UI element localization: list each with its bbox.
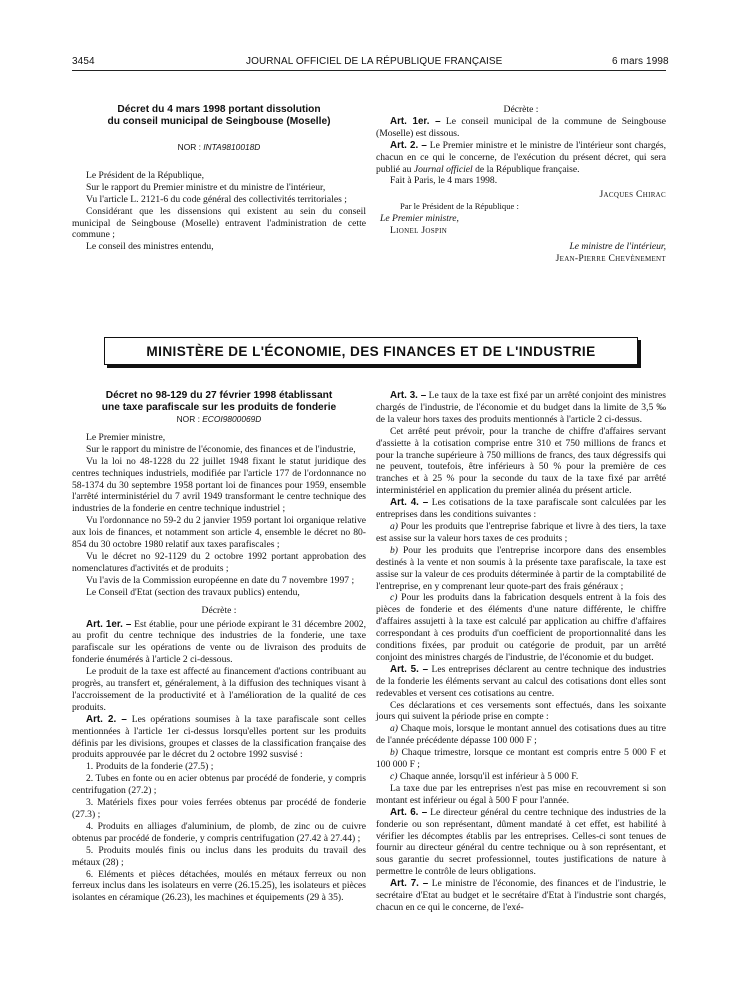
- decree2-right-column: [376, 390, 666, 914]
- decree1-decrete: Décrète :: [503, 104, 539, 115]
- decree2-art4-b: b) Pour les produits que l'entreprise incorpore dans des ensembles destinés à la vente et non soumis à la présente taxe parafiscale, la taxe est assise sur la valeur de ces produits déterminée à partir de la comptabilité de l'entreprise, en y comprenant leur quote-part des frais généraux ;: [376, 544, 666, 592]
- decree1-para-2: Sur le rapport du Premier ministre et du ministre de l'intérieur,: [86, 181, 326, 193]
- ministry-banner: MINISTÈRE DE L'ÉCONOMIE, DES FINANCES ET DE L'INDUSTRIE: [104, 337, 638, 365]
- decree2-art5-a: a) Chaque mois, lorsque le montant annuel des cotisations dues au titre de l'année précédente dépasse 100 000 F ;: [376, 723, 666, 747]
- decree2-art3: Art. 3. – Le taux de la taxe est fixé par un arrêté conjoint des ministres chargés de l'industrie, de l'économie et du budget dans la limite de 3,5 ‰ de la valeur hors taxes des produits mentionnés à l'article 2 ci-dessus.: [376, 390, 666, 425]
- decree2-art6: Art. 6. – Le directeur général du centre technique des industries de la fonderie ou son représentant, dûment mandaté à cet effet, est habilité à vérifier les décomptes établis par les entreprises. Celles-ci sont tenues de fournir au directeur général du centre technique ou à son représentant, et sous garantie du secret professionnel, toutes justifications de nature à permettre le contrôle de leurs obligations.: [376, 806, 666, 878]
- decree2-para-4: Vu l'ordonnance no 59-2 du 2 janvier 1959 portant loi organique relative aux lois de finances, et notamment son article 4, ensemble le décret no 80-854 du 30 octobre 1980 relatif aux taxes parafiscales ;: [72, 515, 366, 551]
- decree2-art5-c: c) Chaque année, lorsqu'il est inférieur à 5 000 F.: [390, 771, 579, 782]
- decree1-by-president: Par le Président de la République :: [400, 201, 519, 212]
- decree1-interior-title: Le ministre de l'intérieur,: [569, 240, 666, 252]
- decree1-nor: NOR : INTA9810018D: [177, 142, 261, 152]
- decree1-para-4: Considérant que les dissensions qui existent au sein du conseil municipal de Seingbouse (Moselle) entravent l'administration de cette commune ;: [72, 205, 366, 241]
- decree2-decrete: Décrète :: [201, 604, 237, 616]
- decree1-para-3: Vu l'article L. 2121-6 du code général des collectivités territoriales ;: [86, 193, 347, 205]
- decree2-para-1: Le Premier ministre,: [86, 431, 166, 443]
- decree1-left-column: [72, 104, 366, 253]
- decree2-art2-item-1: 1. Produits de la fonderie (27.5) ;: [86, 761, 214, 773]
- decree2-art3-p2: Cet arrêté peut prévoir, pour la tranche de chiffre d'affaires servant d'assiette à la cotisation comprise entre 310 et 750 millions de francs et pour la tranche supérieure à 750 millions de francs, des taux dégressifs qui ne peuvent, toutefois, être inférieurs à 50 % pour la première de ces tranches et à 25 % pour la seconde du taux de la taxe fixé par arrêté interministériel en application du premier alinéa du présent article.: [376, 425, 666, 497]
- decree2-art5-b: b) Chaque trimestre, lorsque ce montant est compris entre 5 000 F et 100 000 F ;: [376, 747, 666, 771]
- issue-date: 6 mars 1998: [612, 56, 669, 67]
- journal-title: JOURNAL OFFICIEL DE LA RÉPUBLIQUE FRANÇAISE: [246, 56, 503, 67]
- decree2-art5-p3: La taxe due par les entreprises n'est pas mise en recouvrement si son montant est inférieur ou égal à 500 F pour l'année.: [376, 782, 666, 806]
- decree1-art2: Art. 2. – Le Premier ministre et le ministre de l'intérieur sont chargés, chacun en ce qui le concerne, de l'exécution du présent décret, qui sera publié au Journal officiel de la République française.: [376, 139, 667, 175]
- decree2-para-2: Sur le rapport du ministre de l'économie, des finances et de l'industrie,: [86, 443, 356, 455]
- decree1-done-at: Fait à Paris, le 4 mars 1998.: [390, 175, 498, 187]
- decree1-pm-title: Le Premier ministre,: [380, 213, 459, 225]
- decree2-title-line2: une taxe parafiscale sur les produits de fonderie: [101, 402, 337, 413]
- decree2-art4-c: c) Pour les produits dans la fabrication desquels entrent à la fois des pièces de fonderie et des éléments d'une nature différente, le chiffre d'affaires assujetti à la taxe est calculé par application au chiffre d'affaires correspondant à ces produits d'un coefficient de proportionnalité dans les conditions fixées, par produit ou catégorie de produit, par un arrêté conjoint des ministres chargés de l'industrie, de l'économie et du budget.: [376, 592, 666, 663]
- decree2-para-7: Le Conseil d'Etat (section des travaux publics) entendu,: [86, 586, 300, 598]
- decree1-title-line1: Décret du 4 mars 1998 portant dissolution: [117, 104, 321, 115]
- decree2-art2: Art. 2. – Les opérations soumises à la taxe parafiscale sont celles mentionnées à l'article 1er ci-dessus lorsqu'elles portent sur les produits définis par les divisions, groupes et classes de la classification française des produits approuvée par le décret du 2 octobre 1992 susvisé :: [72, 713, 367, 761]
- decree2-left-column: [72, 390, 366, 904]
- header-rule: [72, 70, 666, 71]
- decree1-art1: Art. 1er. – Le conseil municipal de la commune de Seingbouse (Moselle) est dissous.: [376, 115, 666, 139]
- decree2-title-line1: Décret no 98-129 du 27 février 1998 établissant: [105, 390, 333, 401]
- decree2-art1: Art. 1er. – Est établie, pour une période expirant le 31 décembre 2002, au profit du centre technique des industries de la fonderie, une taxe parafiscale sur les opérations de vente ou de livraison des produits de fonderie énumérés à l'article 2 ci-dessous.: [72, 618, 366, 666]
- decree1-signer-president: Jacques Chirac: [599, 189, 666, 201]
- decree1-para-1: Le Président de la République,: [86, 169, 205, 181]
- decree2-art4-a: a) Pour les produits que l'entreprise fabrique et livre à des tiers, la taxe est assise sur la valeur hors taxes de ces produits ;: [376, 520, 666, 544]
- page-number: 3454: [72, 56, 95, 67]
- decree1-title-line2: du conseil municipal de Seingbouse (Moselle): [107, 116, 331, 127]
- decree2-art5-p2: Ces déclarations et ces versements sont effectués, dans les soixante jours qui suivent la période prise en compte :: [376, 699, 666, 723]
- decree1-right-column: [376, 104, 666, 265]
- decree2-art7: Art. 7. – Le ministre de l'économie, des finances et de l'industrie, le secrétaire d'Etat au budget et le secrétaire d'Etat à l'industrie sont chargés, chacun en ce qui le concerne, de l'exé-: [376, 878, 667, 913]
- decree1-para-5: Le conseil des ministres entendu,: [86, 241, 214, 253]
- decree1-interior-name: Jean-Pierre Chevènement: [555, 252, 666, 264]
- decree2-art2-item-5: 5. Produits moulés finis ou inclus dans les produits du travail des métaux (28) ;: [72, 844, 366, 868]
- decree2-art2-item-2: 2. Tubes en fonte ou en acier obtenus par procédé de fonderie, y compris centrifugation (27.2) ;: [72, 773, 366, 797]
- decree2-art2-item-4: 4. Produits en alliages d'aluminium, de plomb, de zinc ou de cuivre obtenus par procédé de fonderie, y compris centrifugation (27.42 à 27.44) ;: [72, 820, 366, 844]
- decree2-art2-item-3: 3. Matériels fixes pour voies ferrées obtenus par procédé de fonderie (27.3) ;: [72, 797, 366, 820]
- decree2-art1-p2: Le produit de la taxe est affecté au financement d'actions contribuant au progrès, au transfert et, généralement, à la diffusion des techniques visant à l'accroissement de la productivité et à l'amélioration de la qualité de ces produits.: [72, 666, 366, 713]
- decree2-para-5: Vu le décret no 92-1129 du 2 octobre 1992 portant approbation des nomenclatures d'activités et de produits ;: [72, 550, 366, 574]
- decree2-art5: Art. 5. – Les entreprises déclarent au centre technique des industries de la fonderie les éléments servant au calcul des cotisations dont elles sont redevables et versent ces cotisations au centre.: [376, 663, 667, 699]
- decree2-art4: Art. 4. – Les cotisations de la taxe parafiscale sont calculées par les entreprises dans les conditions suivantes :: [376, 497, 667, 521]
- decree2-para-3: Vu la loi no 48-1228 du 22 juillet 1948 fixant le statut juridique des centres techniques industriels, modifiée par l'article 177 de l'ordonnance no 58-1374 du 30 septembre 1958 portant loi de finances pour 1959, ensemble l'arrêté interministériel du 7 avril 1949 transformant le centre technique des industries de la fonderie en centre technique industriel ;: [72, 455, 366, 515]
- decree1-pm-name: Lionel Jospin: [390, 225, 448, 237]
- decree2-para-6: Vu l'avis de la Commission européenne en date du 7 novembre 1997 ;: [86, 574, 355, 586]
- decree2-art2-item-6: 6. Eléments et pièces détachées, moulés en métaux ferreux ou non ferreux inclus dans les isolateurs en verre (26.15.25), les isolateurs et pièces isolantes en céramique (26.23), les machines et équipements (29 à 35).: [72, 868, 366, 904]
- decree2-nor: NOR : ECOI9800069D: [176, 414, 262, 424]
